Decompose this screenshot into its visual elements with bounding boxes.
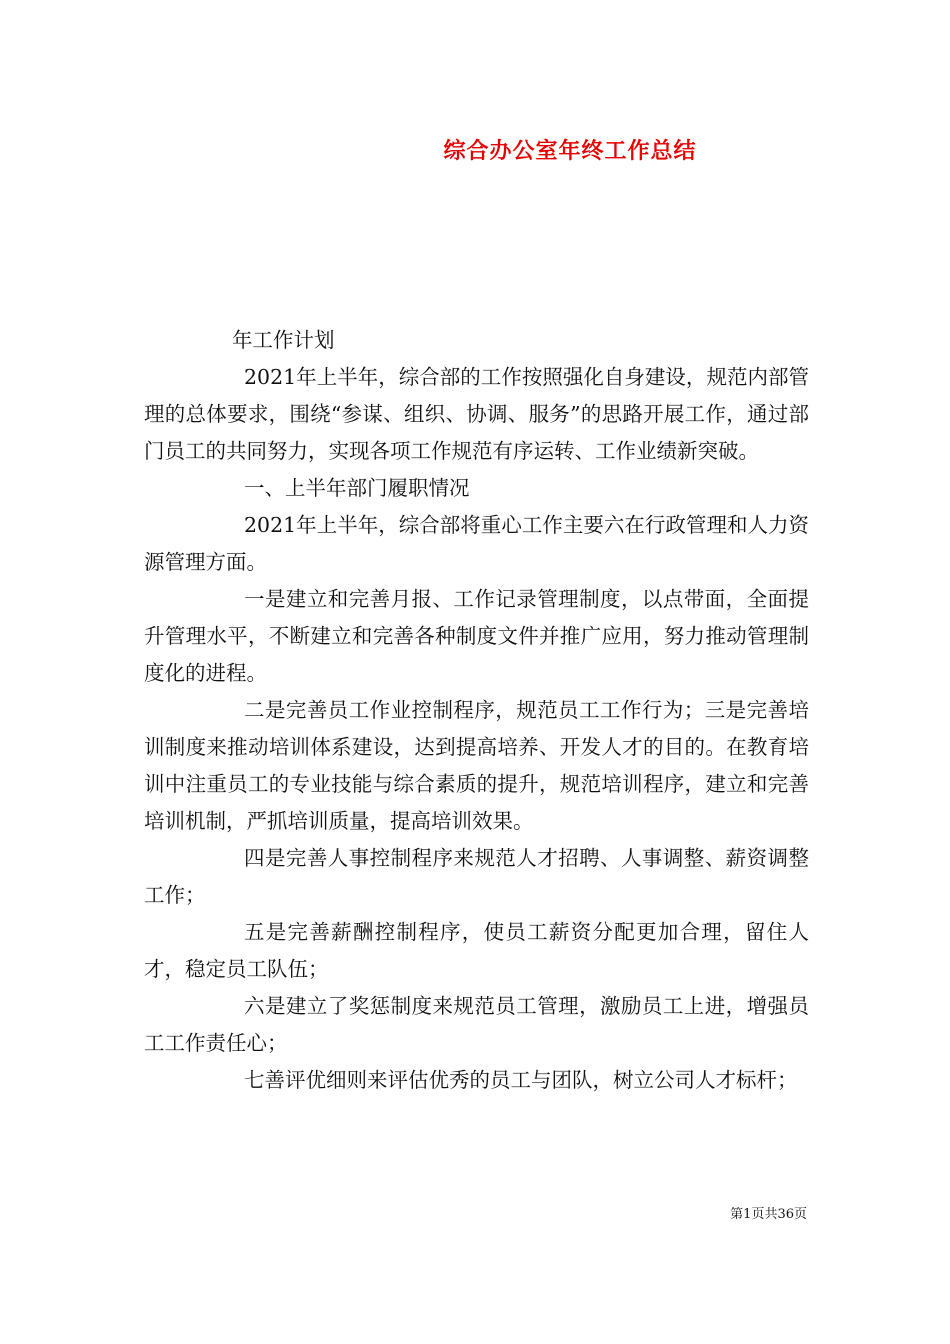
paragraph-plan-heading: 年工作计划 xyxy=(232,328,335,352)
section-heading-1: 一、上半年部门履职情况 xyxy=(244,476,470,500)
paragraph-item-4: 四是完善人事控制程序来规范人才招聘、人事调整、薪资调整工作； xyxy=(144,846,809,907)
paragraph-item-1: 一是建立和完善月报、工作记录管理制度，以点带面，全面提升管理水平，不断建立和完善各种制度文件并推广应用，努力推动管理制度化的进程。 xyxy=(144,587,809,685)
paragraph-intro: 2021年上半年，综合部的工作按照强化自身建设，规范内部管理的总体要求，围绕“参谋、组织、协调、服务”的思路开展工作，通过部门员工的共同努力，实现各项工作规范有序运转、工作业绩新突破。 xyxy=(144,365,809,463)
paragraph-item-7: 七善评优细则来评估优秀的员工与团队，树立公司人才标杆； xyxy=(244,1068,798,1092)
document-title: 综合办公室年终工作总结 xyxy=(443,139,697,164)
document-body xyxy=(144,322,809,1099)
paragraph-item-6: 六是建立了奖惩制度来规范员工管理，激励员工上进，增强员工工作责任心； xyxy=(144,994,809,1055)
paragraph-item-2-3: 二是完善员工作业控制程序，规范员工工作行为；三是完善培训制度来推动培训体系建设，达到提高培养、开发人才的目的。在教育培训中注重员工的专业技能与综合素质的提升，规范培训程序，建立和完善培训机制，严抓培训质量，提高培训效果。 xyxy=(144,698,809,833)
page-number-footer: 第1页共36页 xyxy=(730,1207,807,1222)
paragraph-focus: 2021年上半年，综合部将重心工作主要六在行政管理和人力资源管理方面。 xyxy=(144,513,809,574)
paragraph-item-5: 五是完善薪酬控制程序，使员工薪资分配更加合理，留住人才，稳定员工队伍； xyxy=(144,920,809,981)
